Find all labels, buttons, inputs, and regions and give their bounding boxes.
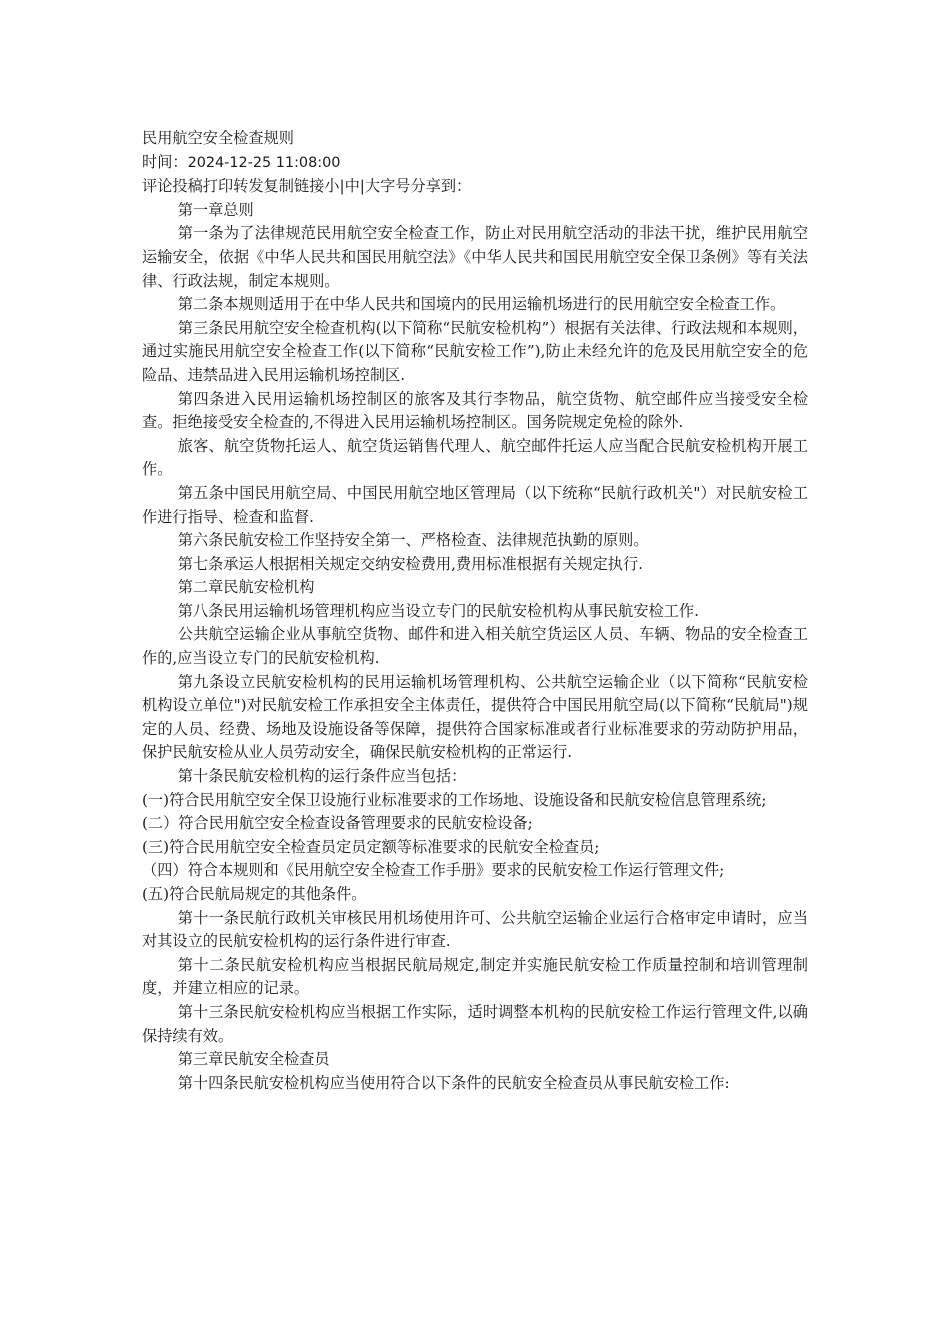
article-paragraph: 第十三条民航安检机构应当根据工作实际，适时调整本机构的民航安检工作运行管理文件,以确保持续有效。 [142, 1002, 808, 1045]
article-paragraph: 第八条民用运输机场管理机构应当设立专门的民航安检机构从事民航安检工作. [177, 601, 699, 620]
condition-item: (五)符合民航局规定的其他条件。 [142, 885, 367, 903]
article-paragraph: 第五条中国民用航空局、中国民用航空地区管理局（以下统称“民航行政机关"）对民航安检工作进行指导、检查和监督. [142, 483, 808, 526]
copy-link-link[interactable]: 复制链接 [263, 177, 325, 196]
article-paragraph: 第六条民航安检工作坚持安全第一、严格检查、法律规范执勤的原则。 [177, 531, 649, 550]
condition-item: (三)符合民用航空安全检查员定员定额等标准要求的民航安全检查员; [142, 837, 600, 856]
chapter-heading: 第三章民航安全检查员 [177, 1050, 330, 1069]
condition-item: (一)符合民用航空安全保卫设施行业标准要求的工作场地、设施设备和民航安检信息管理系统; [142, 790, 767, 809]
article-paragraph: 旅客、航空货物托运人、航空货运销售代理人、航空邮件托运人应当配合民航安检机构开展工作。 [142, 436, 808, 479]
article-paragraph: 第四条进入民用运输机场控制区的旅客及其行李物品，航空货物、航空邮件应当接受安全检查。拒绝接受安全检查的,不得进入民用运输机场控制区。国务院规定免检的除外. [142, 389, 808, 432]
font-size-medium[interactable]: 中 [344, 177, 360, 196]
font-size-large[interactable]: 大 [364, 177, 381, 196]
article-paragraph: 第二条本规则适用于在中华人民共和国境内的民用运输机场进行的民用航空安全检查工作。 [177, 295, 786, 314]
condition-item: (二）符合民用航空安全检查设备管理要求的民航安检设备; [142, 814, 533, 833]
publish-time-value: 2024-12-25 11:08:00 [187, 154, 341, 171]
article-paragraph: 公共航空运输企业从事航空货物、邮件和进入相关航空货运区人员、车辆、物品的安全检查工作的,应当设立专门的民航安检机构. [142, 625, 808, 668]
toolbar-separator: | [339, 177, 345, 196]
toolbar-separator: | [359, 177, 365, 196]
share-to-label: 分享到： [410, 177, 472, 196]
print-link[interactable]: 打印 [202, 177, 234, 196]
chapter-heading: 第一章总则 [177, 200, 254, 219]
forward-link[interactable]: 转发 [233, 177, 264, 196]
document-title: 民用航空安全检查规则 [142, 129, 294, 147]
article-paragraph: 第十四条民航安检机构应当使用符合以下条件的民航安全检查员从事民航安检工作: [177, 1073, 730, 1092]
publish-time [142, 151, 808, 176]
article-paragraph: 第七条承运人根据相关规定交纳安检费用,费用标准根据有关规定执行. [177, 554, 643, 573]
article-paragraph: 第十一条民航行政机关审核民用机场使用许可、公共航空运输企业运行合格审定申请时，应当对其设立的民航安检机构的运行条件进行审查. [142, 908, 808, 951]
article-paragraph: 第三条民用航空安全检查机构(以下简称“民航安检机构”）根据有关法律、行政法规和本规则，通过实施民用航空安全检查工作(以下简称“民航安检工作”),防止未经允许的危及民用航空安全的危险品、违禁品进入民用运输机场控制区. [142, 318, 808, 384]
article-paragraph: 第十条民航安检机构的运行条件应当包括： [177, 767, 467, 786]
font-size-label: 字号 [380, 177, 411, 196]
comment-link[interactable]: 评论 [142, 177, 173, 196]
publish-time-label: 时间： [142, 152, 188, 171]
submit-link[interactable]: 投稿 [172, 177, 203, 196]
chapter-heading: 第二章民航安检机构 [177, 578, 315, 597]
document-body [142, 127, 808, 1095]
article-paragraph: 第十二条民航安检机构应当根据民航局规定,制定并实施民航安检工作质量控制和培训管理制度，并建立相应的记录。 [142, 955, 808, 998]
condition-item: （四）符合本规则和《民用航空安全检查工作手册》要求的民航安检工作运行管理文件; [142, 861, 725, 880]
article-toolbar [142, 175, 808, 199]
font-size-small[interactable]: 小 [324, 177, 340, 196]
article-paragraph: 第九条设立民航安检机构的民用运输机场管理机构、公共航空运输企业（以下简称“民航安检机构设立单位")对民航安检工作承担安全主体责任，提供符合中国民用航空局(以下简称“民航局")规定的人员、经费、场地及设施设备等保障，提供符合国家标准或者行业标准要求的劳动防护用品，保护民航安检从业人员劳动安全，确保民航安检机构的正常运行. [142, 672, 808, 762]
article-paragraph: 第一条为了法律规范民用航空安全检查工作，防止对民用航空活动的非法干扰，维护民用航空运输安全，依据《中华人民共和国民用航空法》《中华人民共和国民用航空安全保卫条例》等有关法律、行政法规，制定本规则。 [142, 224, 808, 290]
